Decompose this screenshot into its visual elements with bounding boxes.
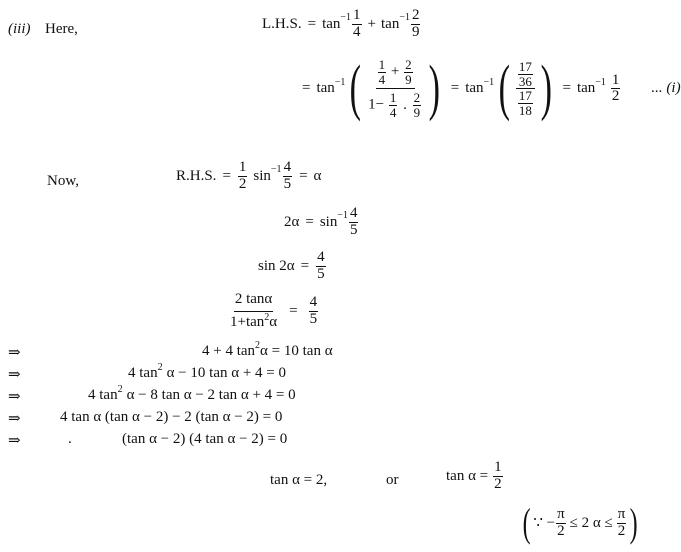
equals-sign: = (307, 15, 317, 32)
tan-text: tan (465, 80, 484, 97)
inverse-sup: −1 (595, 76, 606, 88)
equals-sign: = (302, 80, 311, 97)
or-text: or (386, 472, 399, 488)
implies-arrow: ⇒ (8, 367, 21, 383)
right-paren: ) (428, 53, 441, 122)
equals-sign: = (562, 80, 571, 97)
equation-ref: ... (i) (651, 80, 681, 97)
frac-1-4: $\frac{1}{4}$ (353, 7, 361, 40)
tan-text: tan (316, 80, 335, 97)
compound-fraction-17: $\frac{\frac{17}{36}}{\frac{17}{18}}$ (516, 60, 535, 118)
equals-sign: = (450, 80, 460, 97)
two-alpha-eq: 2α = sin $^{-1}$ $\frac{4}{5}$ (284, 205, 358, 238)
inverse-sup: −1 (399, 12, 410, 24)
implies-arrow: ⇒ (8, 345, 21, 361)
now-label: Now, (47, 173, 79, 189)
step-5: (tan α − 2) (4 tan α − 2) = 0 (122, 431, 288, 447)
solution-2: tan α = $\frac{1}{2}$ (446, 459, 502, 492)
lhs-expansion (302, 53, 681, 122)
solution-1: tan α = 2, (270, 472, 328, 488)
implies-arrow: ⇒ (8, 411, 21, 427)
here-label: Here, (45, 21, 78, 37)
plus-sign: + (367, 15, 376, 32)
compound-fraction: $\frac{1}{4}$ + $\frac{2}{9}$ 1− $\frac{1}{4}$ . $\frac{2}{9}$ (368, 57, 421, 120)
step-4: 4 tan α (tan α − 2) − 2 (tan α − 2) = 0 (60, 409, 283, 425)
implies-arrow: ⇒ (8, 389, 21, 405)
sin-two-alpha-eq: sin 2α = $\frac{4}{5}$ (258, 249, 325, 282)
frac-2-9: $\frac{2}{9}$ (411, 7, 420, 40)
left-paren: ( (350, 53, 362, 122)
tan-text: tan (576, 80, 596, 97)
inverse-sup: −1 (483, 76, 495, 88)
inverse-sup: −1 (340, 12, 352, 24)
implies-arrow: ⇒ (8, 433, 21, 449)
step-3: 4 tan $^2$ α − 8 tan α − 2 tan α + 4 = 0 (88, 383, 296, 403)
rhs-label: R.H.S. (176, 167, 217, 184)
rhs-equation: R.H.S. = $\frac{1}{2}$ sin $^{-1}$ $\frac{4}{5}$ = α (176, 159, 322, 192)
right-paren: ) (540, 53, 552, 122)
tan-identity-eq: $\frac{2 \tan\alpha}{1+\tan^2\alpha}$ = $\frac{4}{5}$ (230, 291, 318, 330)
step-2: 4 tan $^2$ α − 10 tan α + 4 = 0 (128, 361, 286, 381)
lhs-label: L.H.S. (262, 15, 302, 32)
stray-dot: . (68, 431, 72, 447)
tan-text: tan (381, 15, 400, 32)
tan-text: tan (322, 15, 341, 32)
constraint-note: ( ∵ − $\frac{\pi}{2}$ ≤ 2 α ≤ $\frac{\pi}{2}$ ) (522, 500, 638, 546)
inverse-sup: −1 (334, 76, 346, 88)
lhs-equation (262, 8, 421, 41)
frac-1-2: $\frac{1}{2}$ (611, 71, 620, 105)
part-label: (iii) (8, 21, 31, 37)
step-1: 4 + 4 tan $^2$ α = 10 tan α (202, 339, 333, 359)
left-paren: ( (498, 53, 511, 122)
